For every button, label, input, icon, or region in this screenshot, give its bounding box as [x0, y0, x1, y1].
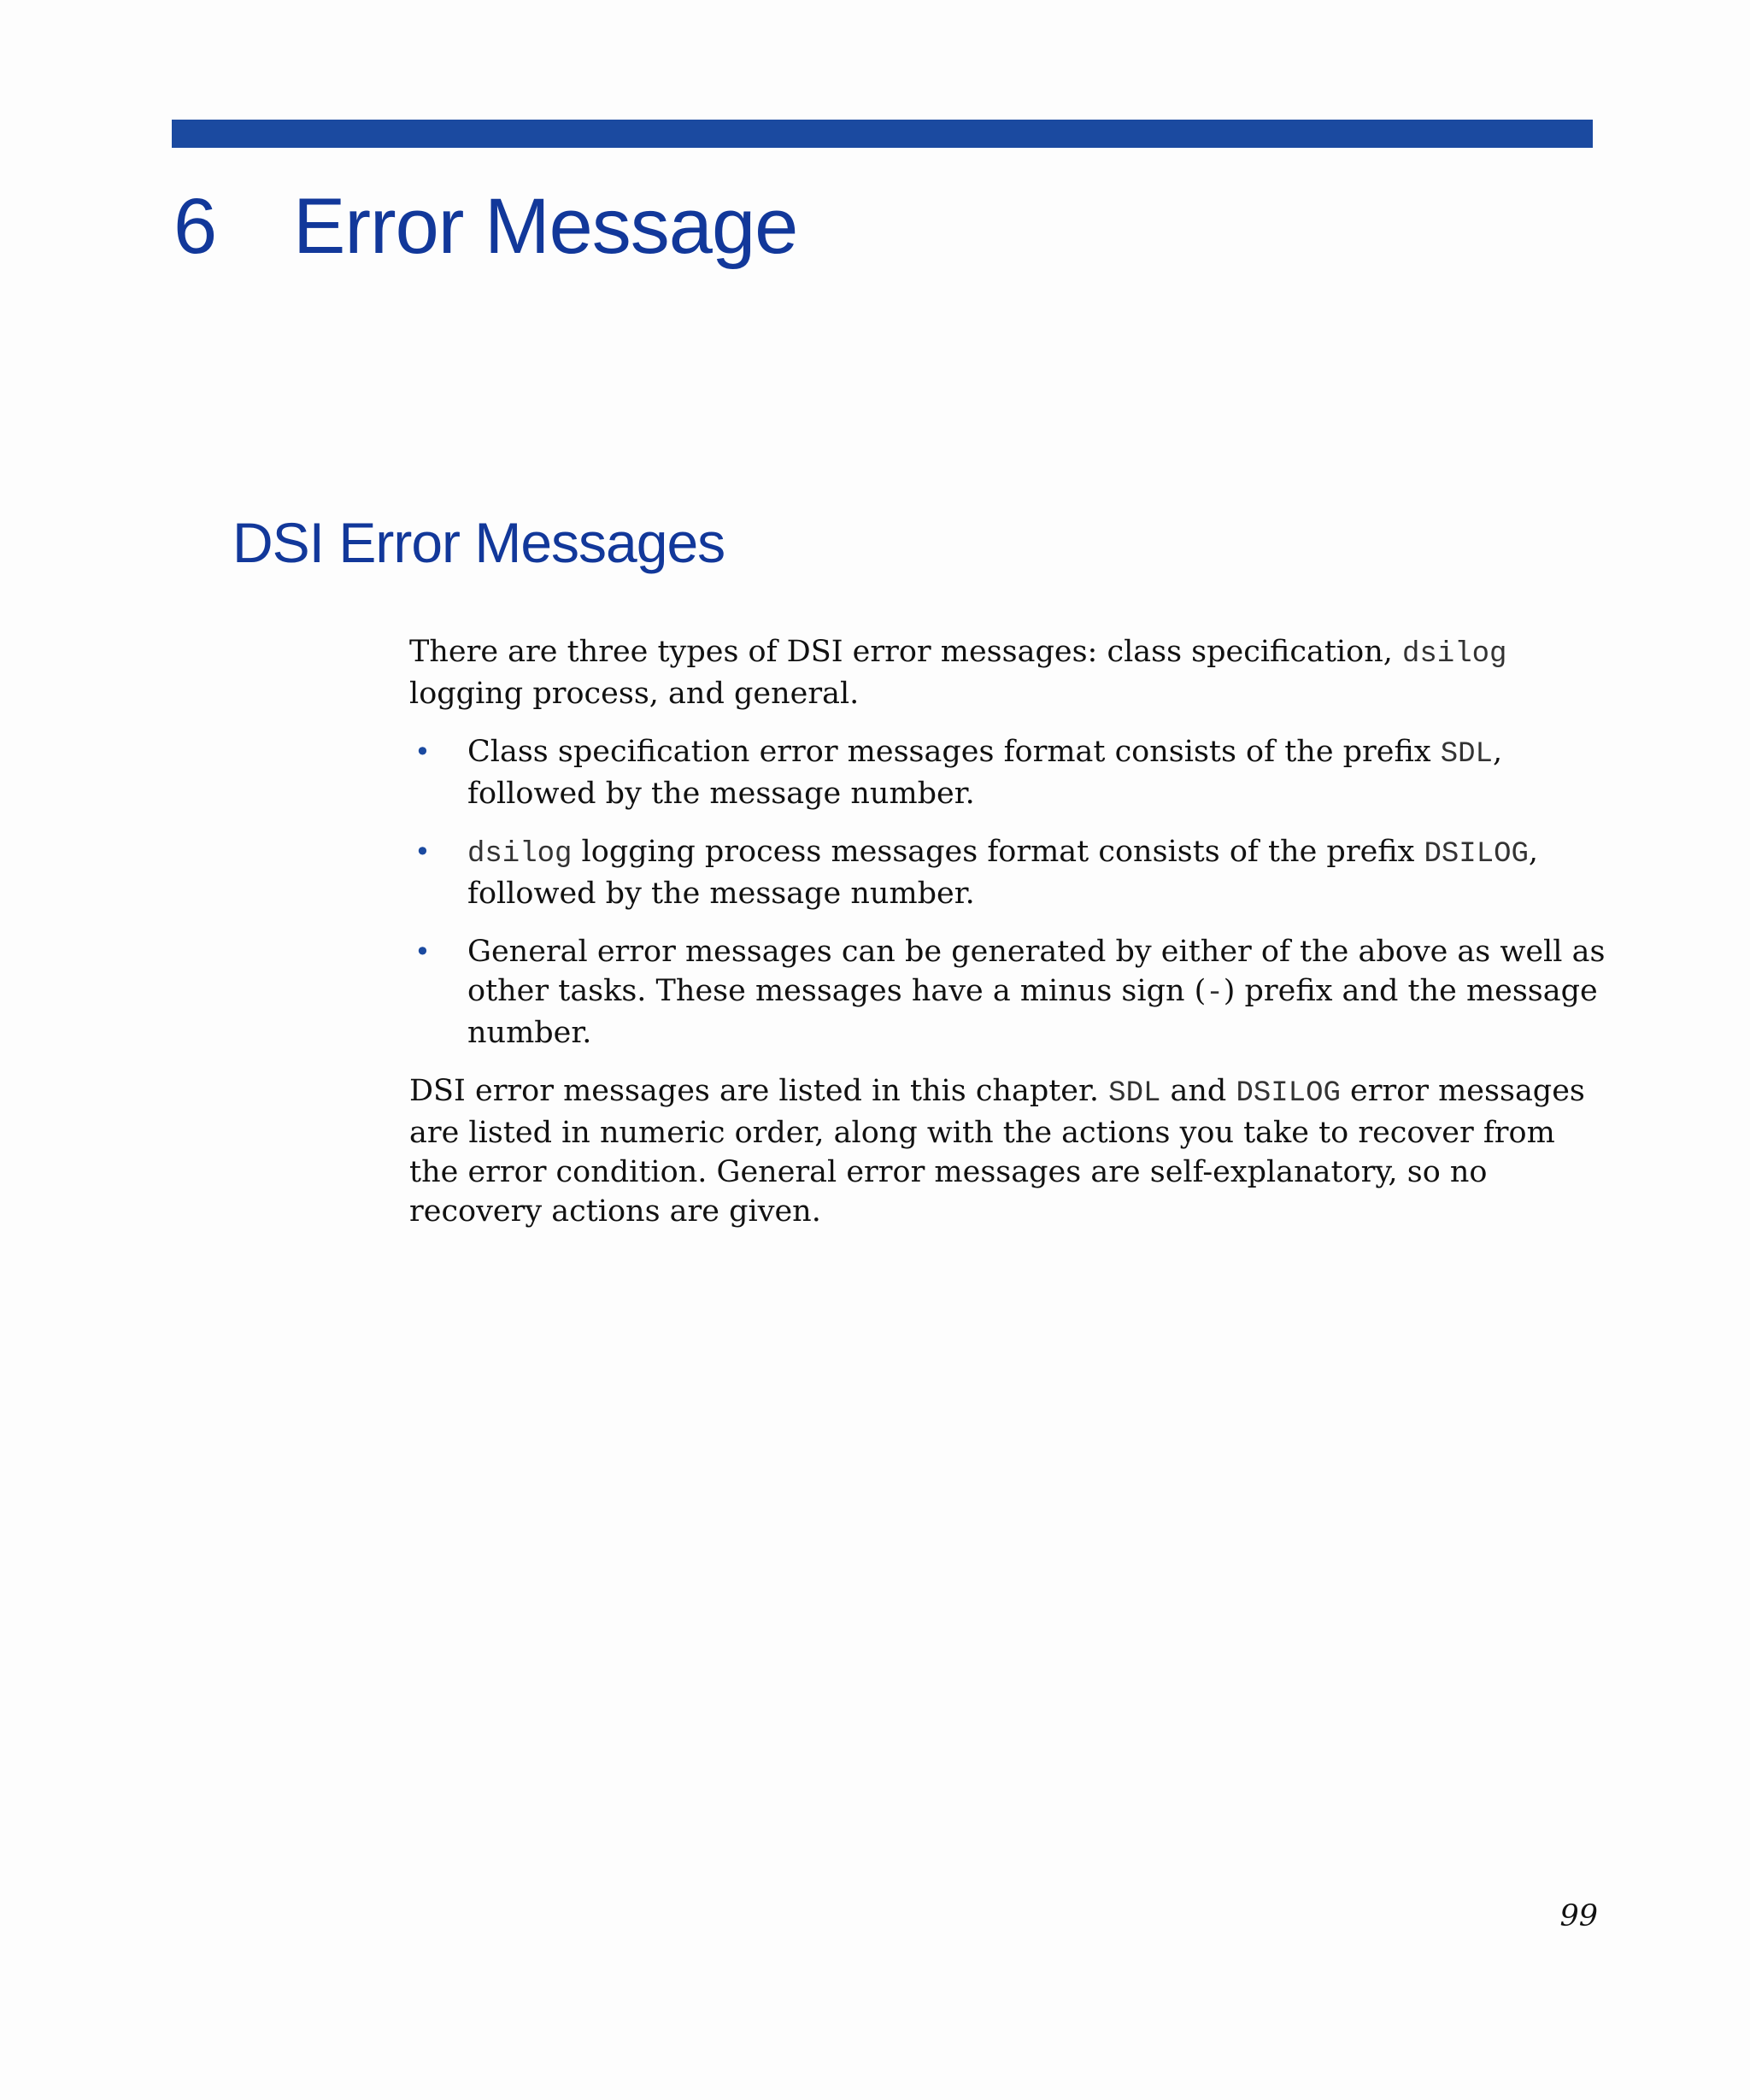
list-item-text: logging process messages format consists of the prefix [572, 835, 1424, 869]
intro-text: logging process, and general. [409, 677, 860, 711]
chapter-title-text: Error Message [293, 183, 798, 270]
code-dsilog: dsilog [1402, 638, 1507, 671]
intro-text: There are three types of DSI error messages: class specification, [409, 635, 1402, 669]
chapter-top-rule [172, 120, 1593, 148]
chapter-number: 6 [173, 183, 217, 270]
list-item-text: General error messages can be generated by either of the above as well as other tasks. These messages have a minus sign ( [467, 935, 1606, 1008]
closing-text: error messages are listed in numeric order, along with the actions you take to recover from the error condition. General error messages are self-explanatory, so no recovery actions are given. [409, 1074, 1585, 1229]
list-item [409, 932, 1606, 1053]
list-item [409, 832, 1606, 913]
bullet-icon: • [414, 736, 431, 768]
closing-text: and [1160, 1074, 1236, 1108]
list-item-text: ) prefix and the message number. [467, 974, 1598, 1050]
code-dsilog-prefix: DSILOG [1424, 838, 1529, 871]
code-dsilog-prefix: DSILOG [1236, 1077, 1341, 1110]
intro-paragraph [409, 632, 1606, 713]
code-sdl: SDL [1108, 1077, 1161, 1110]
error-type-list [409, 732, 1606, 1053]
bullet-icon: • [414, 936, 431, 968]
code-sdl: SDL [1440, 738, 1493, 771]
closing-text: DSI error messages are listed in this chapter. [409, 1074, 1109, 1108]
list-item-text: , followed by the message number. [467, 835, 1539, 911]
body-text [409, 632, 1606, 1250]
chapter-title [173, 171, 797, 282]
bullet-icon: • [414, 836, 431, 868]
closing-paragraph [409, 1071, 1606, 1231]
code-dsilog: dsilog [467, 838, 573, 871]
page-number: 99 [1559, 1899, 1598, 1933]
list-item-text: , followed by the message number. [467, 735, 1503, 811]
list-item-text: Class specification error messages format consists of the prefix [467, 735, 1441, 769]
list-item [409, 732, 1606, 813]
code-minus-sign: - [1206, 977, 1224, 1010]
section-title: DSI Error Messages [232, 511, 725, 574]
